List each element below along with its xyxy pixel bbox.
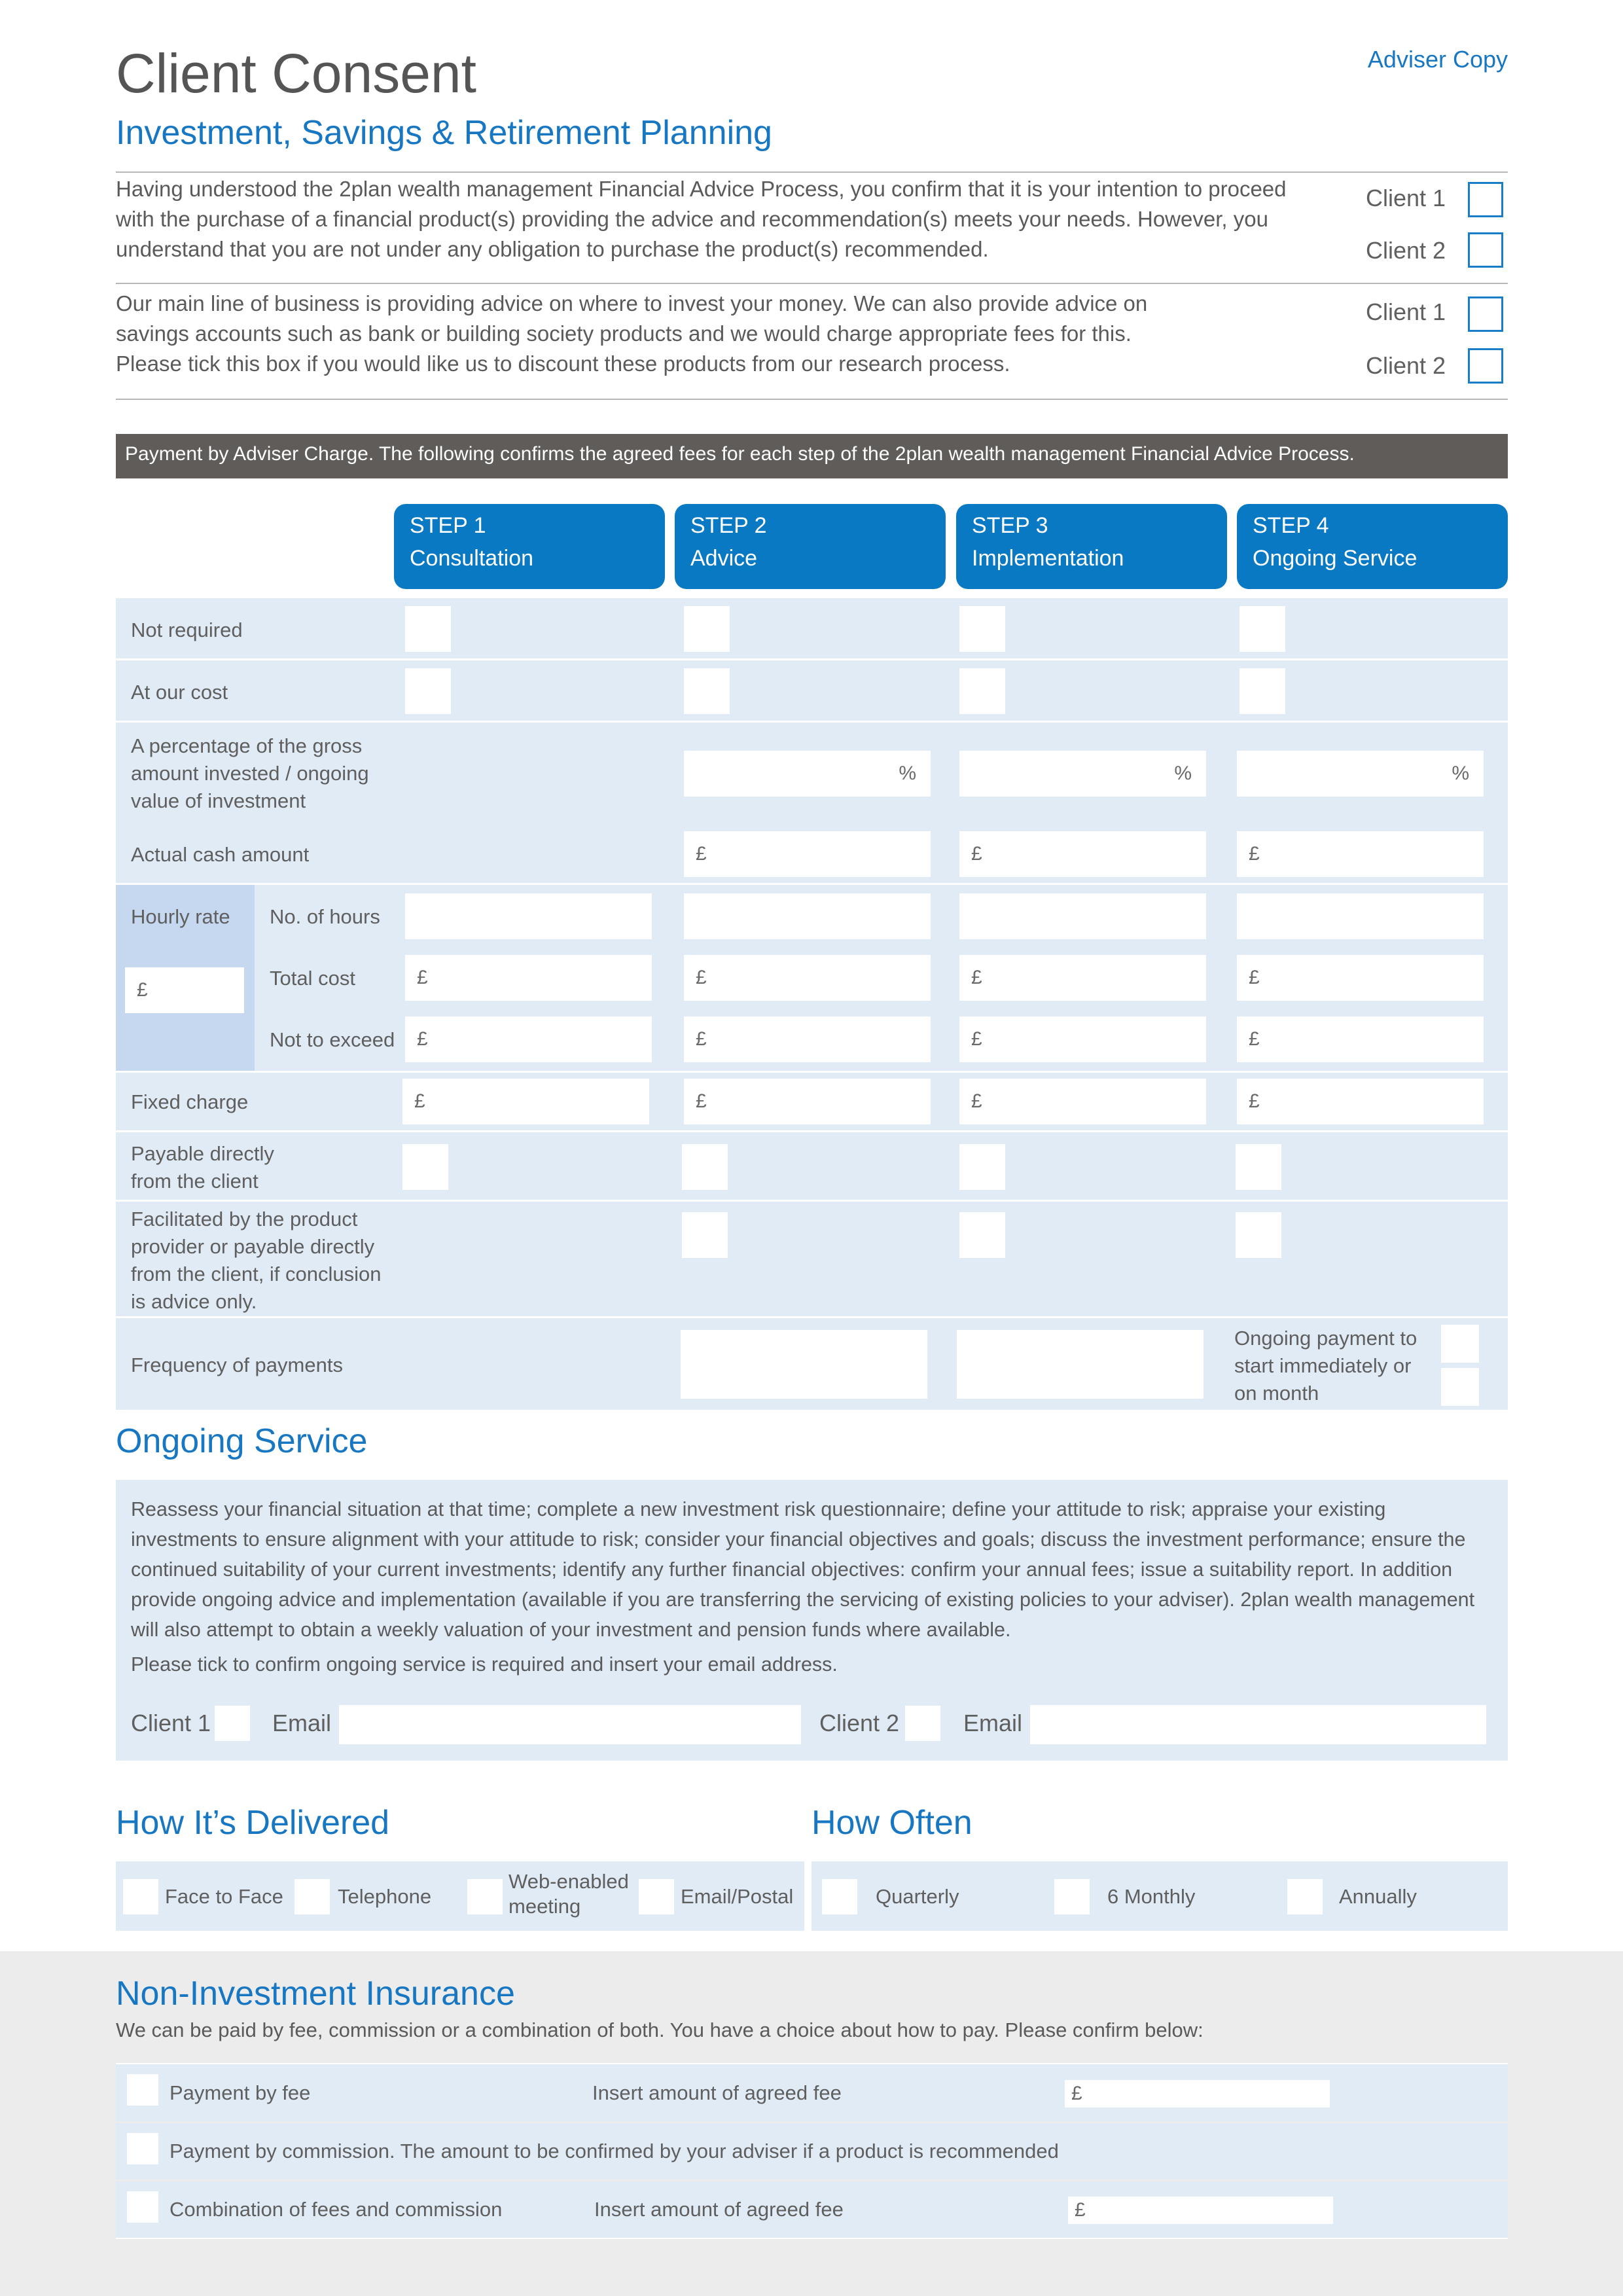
- not-required-step1-checkbox[interactable]: [405, 606, 451, 652]
- hours-step2-input[interactable]: [684, 893, 931, 939]
- payable-directly-step3-checkbox[interactable]: [959, 1144, 1005, 1190]
- pound-sign: £: [1075, 2199, 1086, 2221]
- pound-sign: £: [696, 843, 707, 865]
- not-required-step4-checkbox[interactable]: [1240, 606, 1285, 652]
- pound-sign: £: [1249, 967, 1260, 988]
- ongoing-service-heading: Ongoing Service: [116, 1422, 368, 1460]
- not-to-exceed-step4-input[interactable]: [1237, 1016, 1484, 1062]
- not-required-step3-checkbox[interactable]: [959, 606, 1005, 652]
- total-cost-step1-input[interactable]: [405, 955, 652, 1001]
- at-our-cost-step2-checkbox[interactable]: [684, 668, 730, 714]
- insurance-combination-checkbox[interactable]: [127, 2191, 158, 2223]
- row-not-required-label: Not required: [131, 619, 243, 641]
- ongoing-client2-label: Client 2: [819, 1710, 900, 1736]
- page-title: Client Consent: [116, 43, 476, 104]
- fixed-charge-step2-input[interactable]: [684, 1079, 931, 1124]
- row-facilitated-label: Facilitated by the product provider or payable directly from the client, if conclusion is advice only.: [131, 1208, 382, 1313]
- insurance-fee-label: Payment by fee: [169, 2081, 311, 2104]
- delivery-telephone-label: Telephone: [338, 1885, 432, 1908]
- pound-sign: £: [417, 967, 428, 988]
- delivery-email-postal-label: Email/Postal: [681, 1885, 794, 1908]
- at-our-cost-step4-checkbox[interactable]: [1240, 668, 1285, 714]
- consent2-client1-label: Client 1: [1366, 298, 1446, 325]
- pound-sign: £: [1249, 843, 1260, 865]
- facilitated-step4-checkbox[interactable]: [1236, 1212, 1281, 1258]
- ongoing-service-tick-note: Please tick to confirm ongoing service is required and insert your email address.: [131, 1653, 838, 1676]
- ongoing-month-input[interactable]: [1441, 1368, 1479, 1406]
- fixed-charge-step4-input[interactable]: [1237, 1079, 1484, 1124]
- row-payable-directly-label: Payable directly from the client: [131, 1142, 274, 1193]
- pound-sign: £: [696, 1028, 707, 1050]
- pound-sign: £: [1249, 1090, 1260, 1112]
- consent-paragraph-1: Having understood the 2plan wealth management Financial Advice Process, you confirm that it is your intention to proceed with the purchase of a financial product(s) providing the advice and recommendation(s) meets your needs. However, you understand that you are not under any obligation to purchase the product(s) recommended.: [116, 177, 1287, 261]
- frequency-annually-checkbox[interactable]: [1287, 1879, 1323, 1914]
- pound-sign: £: [971, 1028, 982, 1050]
- row-fixed-charge-label: Fixed charge: [131, 1090, 249, 1113]
- insurance-fee-insert-label: Insert amount of agreed fee: [592, 2081, 842, 2104]
- payable-directly-step1-checkbox[interactable]: [402, 1144, 448, 1190]
- hours-step1-input[interactable]: [405, 893, 652, 939]
- row-no-of-hours-label: No. of hours: [270, 905, 380, 928]
- row-percentage-label: A percentage of the gross amount invested / ongoing value of investment: [131, 734, 369, 812]
- insurance-combination-amount-input[interactable]: [1068, 2197, 1333, 2224]
- frequency-quarterly-label: Quarterly: [876, 1885, 959, 1908]
- consent2-client1-checkbox[interactable]: [1468, 296, 1503, 332]
- row-not-to-exceed-label: Not to exceed: [270, 1028, 395, 1051]
- pound-sign: £: [137, 979, 148, 1001]
- percent-sign: %: [1452, 762, 1469, 784]
- insurance-fee-amount-input[interactable]: [1065, 2080, 1330, 2108]
- percentage-step2-input[interactable]: [684, 751, 931, 797]
- insurance-commission-checkbox[interactable]: [127, 2133, 158, 2164]
- row-actual-cash-label: Actual cash amount: [131, 843, 310, 866]
- facilitated-step3-checkbox[interactable]: [959, 1212, 1005, 1258]
- ongoing-email1-input[interactable]: [339, 1705, 801, 1744]
- at-our-cost-step1-checkbox[interactable]: [405, 668, 451, 714]
- pound-sign: £: [1071, 2083, 1082, 2104]
- step-4-name: Ongoing Service: [1253, 546, 1418, 571]
- step-1-header: [394, 504, 665, 589]
- delivery-web-meeting-label: Web-enabled meeting: [508, 1870, 629, 1918]
- percentage-step4-input[interactable]: [1237, 751, 1484, 797]
- row-at-our-cost-label: At our cost: [131, 681, 228, 704]
- delivery-face-to-face-checkbox[interactable]: [123, 1879, 158, 1914]
- ongoing-email1-label: Email: [272, 1710, 332, 1736]
- insurance-combination-label: Combination of fees and commission: [169, 2198, 503, 2221]
- step-1-name: Consultation: [410, 546, 534, 571]
- delivery-web-meeting-checkbox[interactable]: [467, 1879, 503, 1914]
- page-subtitle: Investment, Savings & Retirement Planning: [116, 114, 772, 152]
- pound-sign: £: [1249, 1028, 1260, 1050]
- delivery-heading: How It’s Delivered: [116, 1804, 390, 1842]
- ongoing-email2-label: Email: [963, 1710, 1023, 1736]
- payment-banner: [116, 434, 1508, 478]
- total-cost-step3-input[interactable]: [959, 955, 1206, 1001]
- insurance-commission-label: Payment by commission. The amount to be confirmed by your adviser if a product is recommended: [169, 2140, 1059, 2162]
- ongoing-client1-checkbox[interactable]: [215, 1706, 250, 1741]
- step-4-number: STEP 4: [1253, 513, 1329, 538]
- consent1-client2-label: Client 2: [1366, 237, 1446, 264]
- percentage-step3-input[interactable]: [959, 751, 1206, 797]
- delivery-face-to-face-label: Face to Face: [165, 1885, 283, 1908]
- pound-sign: £: [414, 1090, 425, 1112]
- row-frequency-label: Frequency of payments: [131, 1354, 343, 1376]
- fixed-charge-step3-input[interactable]: [959, 1079, 1206, 1124]
- frequency-step2-input[interactable]: [681, 1330, 927, 1399]
- consent1-client1-label: Client 1: [1366, 185, 1446, 211]
- step-2-number: STEP 2: [690, 513, 767, 538]
- consent-paragraph-2: Our main line of business is providing advice on where to invest your money. We can also provide advice on savings accounts such as bank or building society products and we would charge appropriate fees for this. Please tick this box if you would like us to discount these products from our research process.: [116, 291, 1148, 376]
- step-3-header: [956, 504, 1227, 589]
- delivery-email-postal-checkbox[interactable]: [639, 1879, 674, 1914]
- hours-step3-input[interactable]: [959, 893, 1206, 939]
- frequency-6-monthly-label: 6 Monthly: [1107, 1885, 1196, 1908]
- frequency-6-monthly-checkbox[interactable]: [1054, 1879, 1090, 1914]
- actual-cash-step3-input[interactable]: [959, 831, 1206, 877]
- consent2-client2-checkbox[interactable]: [1468, 348, 1503, 384]
- facilitated-step2-checkbox[interactable]: [682, 1212, 728, 1258]
- pound-sign: £: [696, 1090, 707, 1112]
- pound-sign: £: [971, 967, 982, 988]
- hours-step4-input[interactable]: [1237, 893, 1484, 939]
- ongoing-payment-label: Ongoing payment to start immediately or on month: [1234, 1327, 1418, 1405]
- ongoing-email2-input[interactable]: [1030, 1705, 1486, 1744]
- step-3-name: Implementation: [972, 546, 1124, 571]
- not-to-exceed-step1-input[interactable]: [405, 1016, 652, 1062]
- percent-sign: %: [899, 762, 916, 784]
- payment-banner-text: Payment by Adviser Charge. The following confirms the agreed fees for each step of the 2plan wealth management Financial Advice Process.: [125, 443, 1355, 465]
- ongoing-service-text: Reassess your financial situation at that time; complete a new investment risk questionnaire; define your attitude to risk; appraise your existing investments to ensure alignment with your attitude to risk; consider your financial objectives and goals; discuss the investment performance; ensure the continued suitability of your current investments; identify any further financial objectives: confirm your annual fees; issue a suitability report. In addition provide ongoing advice and implementation (available if you are transferring the servicing of existing policies to your adviser). 2plan wealth management will also attempt to obtain a weekly valuation of your investment and pension funds where available.: [131, 1498, 1475, 1641]
- row-hourly-rate-label: Hourly rate: [131, 905, 230, 928]
- frequency-quarterly-checkbox[interactable]: [822, 1879, 857, 1914]
- pound-sign: £: [971, 1090, 982, 1112]
- not-to-exceed-step2-input[interactable]: [684, 1016, 931, 1062]
- actual-cash-step4-input[interactable]: [1237, 831, 1484, 877]
- adviser-copy-label: Adviser Copy: [1367, 46, 1508, 73]
- not-to-exceed-step3-input[interactable]: [959, 1016, 1206, 1062]
- hourly-rate-input[interactable]: [125, 967, 244, 1013]
- step-2-name: Advice: [690, 546, 758, 571]
- at-our-cost-step3-checkbox[interactable]: [959, 668, 1005, 714]
- frequency-annually-label: Annually: [1339, 1885, 1417, 1908]
- payable-directly-step2-checkbox[interactable]: [682, 1144, 728, 1190]
- insurance-fee-checkbox[interactable]: [127, 2074, 158, 2106]
- pound-sign: £: [971, 843, 982, 865]
- ongoing-client2-checkbox[interactable]: [905, 1706, 940, 1741]
- percent-sign: %: [1174, 762, 1192, 784]
- pound-sign: £: [417, 1028, 428, 1050]
- frequency-heading: How Often: [812, 1804, 972, 1842]
- total-cost-step2-input[interactable]: [684, 955, 931, 1001]
- step-3-number: STEP 3: [972, 513, 1048, 538]
- consent1-client1-checkbox[interactable]: [1468, 182, 1503, 217]
- delivery-telephone-checkbox[interactable]: [294, 1879, 330, 1914]
- total-cost-step4-input[interactable]: [1237, 955, 1484, 1001]
- consent1-client2-checkbox[interactable]: [1468, 232, 1503, 268]
- row-total-cost-label: Total cost: [270, 967, 355, 990]
- step-1-number: STEP 1: [410, 513, 486, 538]
- insurance-intro: We can be paid by fee, commission or a combination of both. You have a choice about how to pay. Please confirm below:: [116, 2018, 1204, 2041]
- step-2-header: [675, 504, 946, 589]
- payable-directly-step4-checkbox[interactable]: [1236, 1144, 1281, 1190]
- step-4-header: [1237, 504, 1508, 589]
- ongoing-immediately-checkbox[interactable]: [1441, 1325, 1479, 1363]
- not-required-step2-checkbox[interactable]: [684, 606, 730, 652]
- insurance-heading: Non-Investment Insurance: [116, 1975, 515, 2013]
- fixed-charge-step1-input[interactable]: [402, 1079, 649, 1124]
- ongoing-client1-label: Client 1: [131, 1710, 211, 1736]
- consent2-client2-label: Client 2: [1366, 352, 1446, 379]
- frequency-step3-input[interactable]: [957, 1330, 1204, 1399]
- insurance-combination-insert-label: Insert amount of agreed fee: [594, 2198, 844, 2221]
- pound-sign: £: [696, 967, 707, 988]
- actual-cash-step2-input[interactable]: [684, 831, 931, 877]
